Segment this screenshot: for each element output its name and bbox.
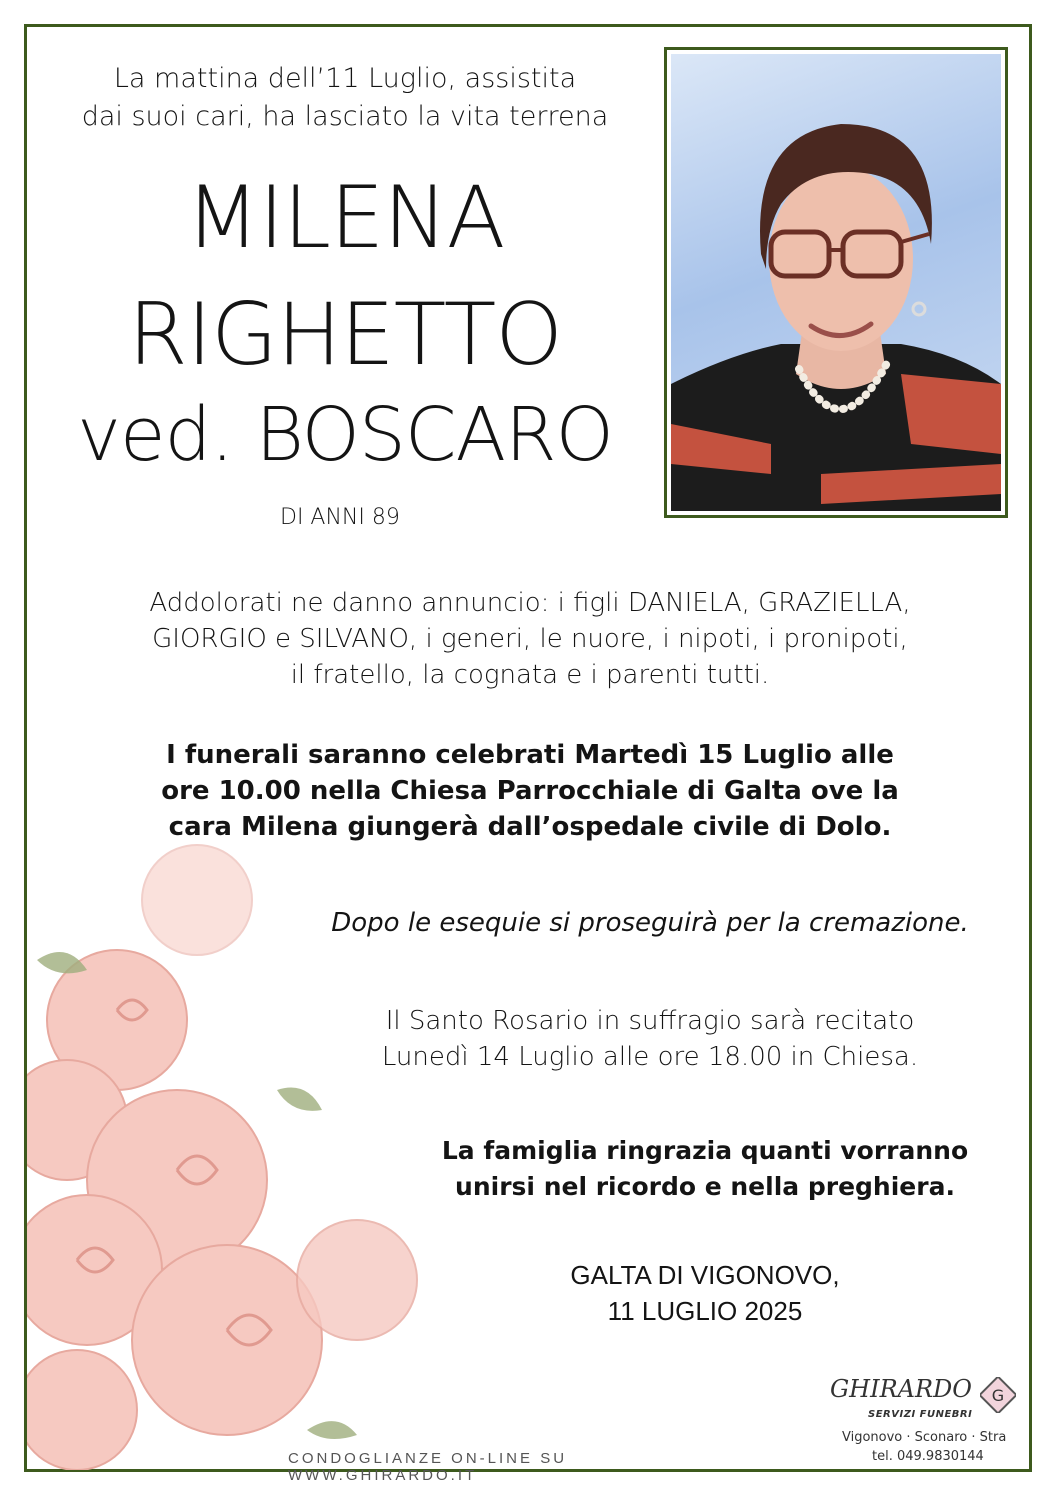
condolences-link[interactable]: CONDOGLIANZE ON-LINE SU WWW.GHIRARDO.IT <box>288 1450 568 1484</box>
announcement <box>110 585 950 693</box>
date: 11 LUGLIO 2025 <box>607 1296 803 1326</box>
logo-diamond-icon <box>980 1377 1016 1413</box>
place-date <box>540 1257 870 1329</box>
logo-phone: tel. 049.9830144 <box>872 1449 984 1464</box>
announcement-line-1: Addolorati ne danno annuncio: i figli DANIELA, GRAZIELLA, <box>149 588 911 618</box>
portrait-illustration <box>671 54 1001 511</box>
funeral-details <box>110 737 950 845</box>
age: DI ANNI 89 <box>280 505 400 530</box>
thanks-line-2: unirsi nel ricordo e nella preghiera. <box>455 1172 955 1201</box>
intro-line-1: La mattina dell’11 Luglio, assistita <box>113 63 577 94</box>
logo-subtitle: SERVIZI FUNEBRI <box>868 1409 973 1420</box>
funeral-line-3: cara Milena giungerà dall’ospedale civile di Dolo. <box>168 812 892 842</box>
announcement-line-3: il fratello, la cognata e i parenti tutti. <box>290 660 770 690</box>
logo-towns: Vigonovo · Sconaro · Stra <box>842 1430 1007 1445</box>
intro-text <box>60 60 630 136</box>
rosary-line-2: Lunedì 14 Luglio alle ore 18.00 in Chiesa. <box>381 1042 919 1072</box>
funeral-line-1: I funerali saranno celebrati Martedì 15 Luglio alle <box>166 740 894 770</box>
logo-mark: G <box>991 1386 1005 1405</box>
announcement-line-2: GIORGIO e SILVANO, i generi, le nuore, i nipoti, i pronipoti, <box>152 624 908 654</box>
thanks-line-1: La famiglia ringrazia quanti vorranno <box>441 1136 969 1165</box>
first-name: MILENA <box>185 168 505 268</box>
rosary-line-1: Il Santo Rosario in suffragio sarà recitato <box>385 1006 915 1036</box>
widow-of: ved. BOSCARO <box>77 392 613 478</box>
place: GALTA DI VIGONOVO, <box>570 1260 840 1290</box>
portrait-photo <box>664 47 1008 518</box>
family-thanks <box>400 1133 1010 1205</box>
logo-name: GHIRARDO <box>830 1375 972 1403</box>
last-name: RIGHETTO <box>127 285 562 385</box>
intro-line-2: dai suoi cari, ha lasciato la vita terrena <box>81 101 609 132</box>
funeral-home-logo <box>830 1375 1030 1470</box>
cremation-note: Dopo le esequie si proseguirà per la cremazione. <box>331 908 969 938</box>
funeral-line-2: ore 10.00 nella Chiesa Parrocchiale di Galta ove la <box>161 776 899 806</box>
roses-decoration <box>27 840 427 1470</box>
portrait-image <box>671 54 1001 511</box>
